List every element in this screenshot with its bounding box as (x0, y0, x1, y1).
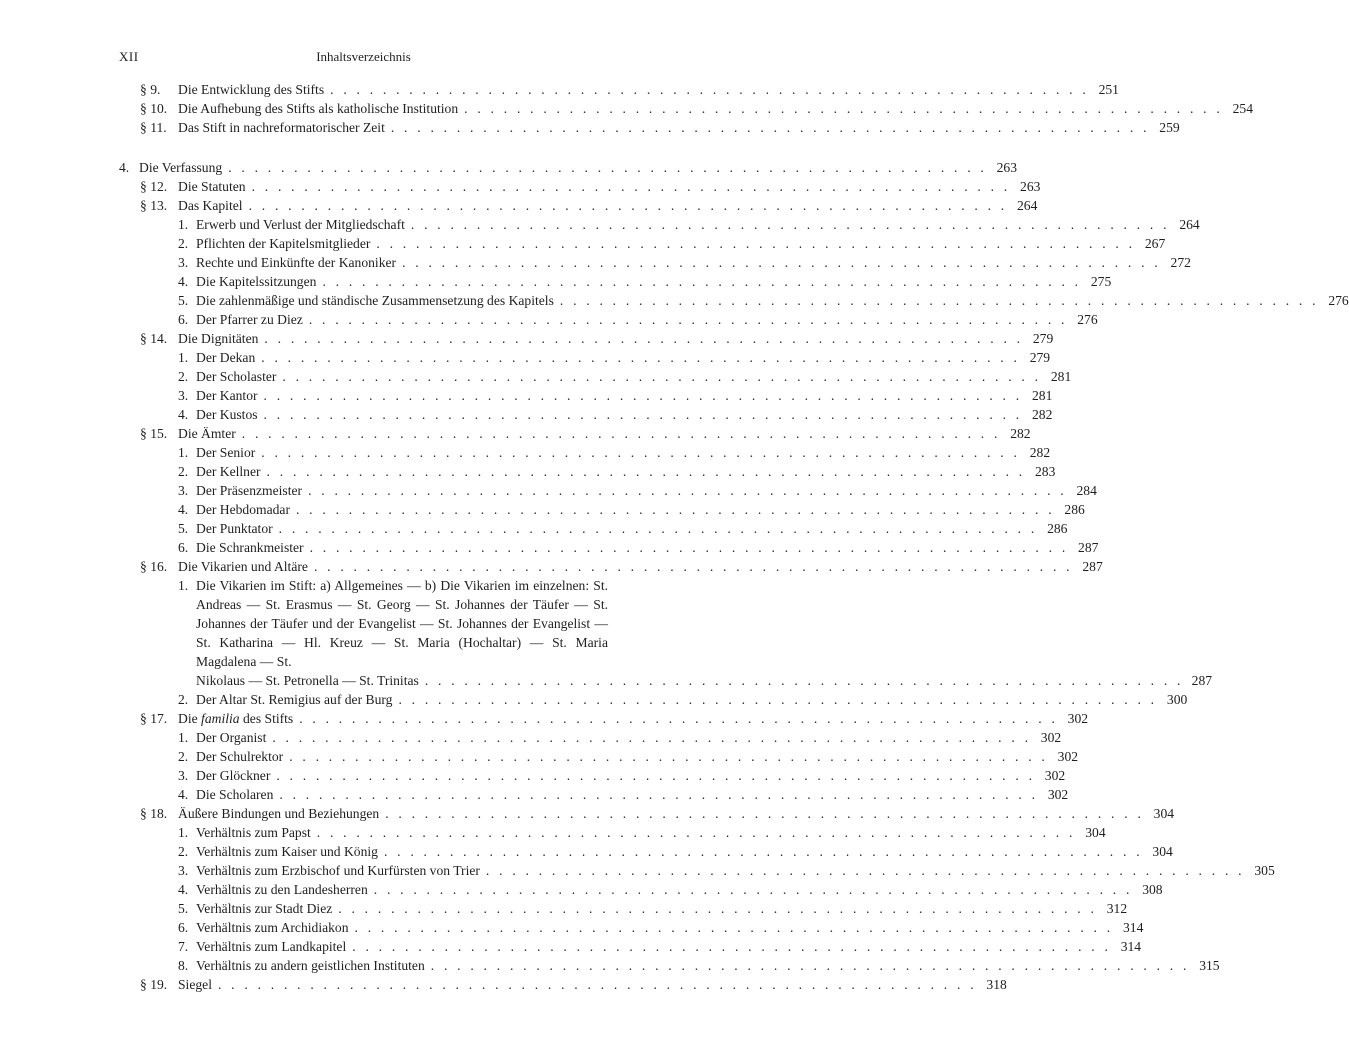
dot-leader: . . . . . . . . . . . . . . . . . . . . . . . . . . . . . . . . . . . . . . . . . . . . . . . . . . . . . . . . . . (352, 939, 1112, 954)
dot-leader: . . . . . . . . . . . . . . . . . . . . . . . . . . . . . . . . . . . . . . . . . . . . . . . . . . . . . . . . . . (424, 673, 1184, 688)
toc-subentry (0, 291, 1349, 310)
dot-leader: . . . . . . . . . . . . . . . . . . . . . . . . . . . . . . . . . . . . . . . . . . . . . . . . . . . . . . . . . . (330, 82, 1089, 97)
entry-number: 2. (178, 236, 189, 251)
entry-page: 264 (1017, 198, 1038, 213)
dot-leader: . . . . . . . . . . . . . . . . . . . . . . . . . . . . . . . . . . . . . . . . . . . . . . . . . . . . . . . . . . (278, 521, 1038, 536)
dot-leader: . . . . . . . . . . . . . . . . . . . . . . . . . . . . . . . . . . . . . . . . . . . . . . . . . . . . . . . . . . (338, 901, 1098, 916)
entry-page: 314 (1122, 920, 1144, 935)
dot-leader: . . . . . . . . . . . . . . . . . . . . . . . . . . . . . . . . . . . . . . . . . . . . . . . . . . . . . . . . . . (322, 274, 1082, 289)
entry-page: 272 (1170, 255, 1191, 270)
entry-title: Das Stift in nachreformatorischer Zeit (178, 118, 391, 137)
toc-subentry (0, 766, 1066, 785)
entry-number: § 10. (140, 101, 168, 116)
entry-number: § 15. (140, 426, 168, 441)
toc-entry (0, 80, 1119, 99)
entry-title: Äußere Bindungen und Beziehungen (178, 804, 385, 823)
entry-number: 7. (178, 939, 189, 954)
toc-subentry (0, 956, 1220, 975)
entry-number: 6. (178, 540, 189, 555)
dot-leader: . . . . . . . . . . . . . . . . . . . . . . . . . . . . . . . . . . . . . . . . . . . . . . . . . . . . . . . . . . (279, 787, 1039, 802)
entry-title: Die Verfassung (139, 158, 228, 177)
dot-leader: . . . . . . . . . . . . . . . . . . . . . . . . . . . . . . . . . . . . . . . . . . . . . . . . . . . . . . . . . . (316, 825, 1076, 840)
toc-subentry (0, 538, 1099, 557)
entry-page: 264 (1179, 217, 1200, 232)
dot-leader: . . . . . . . . . . . . . . . . . . . . . . . . . . . . . . . . . . . . . . . . . . . . . . . . . . . . . . . . . . (261, 445, 1021, 460)
entry-number: § 11. (140, 120, 167, 135)
entry-page: 275 (1090, 274, 1112, 289)
toc-subentry (0, 443, 1051, 462)
entry-page: 259 (1159, 120, 1180, 135)
toc-subentry (0, 823, 1106, 842)
dot-leader: . . . . . . . . . . . . . . . . . . . . . . . . . . . . . . . . . . . . . . . . . . . . . . . . . . . . . . . . . . (295, 502, 1055, 517)
entry-number: 1. (178, 825, 189, 840)
dot-leader: . . . . . . . . . . . . . . . . . . . . . . . . . . . . . . . . . . . . . . . . . . . . . . . . . . . . . . . . . . (264, 331, 1024, 346)
toc-subentry (0, 785, 1069, 804)
toc-subentry (0, 367, 1072, 386)
entry-page: 282 (1031, 407, 1053, 422)
dot-leader: . . . . . . . . . . . . . . . . . . . . . . . . . . . . . . . . . . . . . . . . . . . . . . . . . . . . . . . . . . (276, 768, 1036, 783)
entry-page: 254 (1232, 101, 1253, 116)
entry-title: Der Schulrektor (196, 747, 289, 766)
toc-chapter-entry (0, 158, 1018, 177)
entry-title: Der Altar St. Remigius auf der Burg (196, 690, 398, 709)
toc-subentry (0, 861, 1275, 880)
entry-number: 3. (178, 768, 189, 783)
entry-page: 286 (1064, 502, 1085, 517)
entry-title: Der Glöckner (196, 766, 276, 785)
entry-number: 6. (178, 920, 189, 935)
entry-number: 2. (178, 844, 189, 859)
entry-title: Verhältnis zum Kaiser und König (196, 842, 384, 861)
entry-number: 5. (178, 901, 189, 916)
toc-entry (0, 557, 1103, 576)
entry-page: 314 (1120, 939, 1142, 954)
toc-subentry (0, 215, 1200, 234)
entry-title: Verhältnis zum Archidiakon (196, 918, 355, 937)
entry-number: 4. (178, 407, 189, 422)
entry-page: 287 (1078, 540, 1099, 555)
toc-subentry (0, 405, 1053, 424)
dot-leader: . . . . . . . . . . . . . . . . . . . . . . . . . . . . . . . . . . . . . . . . . . . . . . . . . . . . . . . . . . (354, 920, 1114, 935)
dot-leader: . . . . . . . . . . . . . . . . . . . . . . . . . . . . . . . . . . . . . . . . . . . . . . . . . . . . . . . . . . (373, 882, 1133, 897)
entry-page: 304 (1152, 844, 1173, 859)
entry-number: § 17. (140, 711, 168, 726)
entry-page: 276 (1328, 293, 1349, 308)
entry-page: 284 (1076, 483, 1097, 498)
dot-leader: . . . . . . . . . . . . . . . . . . . . . . . . . . . . . . . . . . . . . . . . . . . . . . . . . . . . . . . . . . (266, 464, 1026, 479)
entry-number: 3. (178, 388, 189, 403)
entry-title: Der Dekan (196, 348, 261, 367)
toc-subentry (0, 386, 1053, 405)
entry-number: 4. (178, 787, 189, 802)
dot-leader: . . . . . . . . . . . . . . . . . . . . . . . . . . . . . . . . . . . . . . . . . . . . . . . . . . . . . . . . . . (272, 730, 1032, 745)
entry-title: Verhältnis zum Landkapitel (196, 937, 352, 956)
entry-title: Verhältnis zum Erzbischof und Kurfürsten von Trier (196, 861, 486, 880)
toc-subentry (0, 348, 1051, 367)
dot-leader: . . . . . . . . . . . . . . . . . . . . . . . . . . . . . . . . . . . . . . . . . . . . . . . . . . . . . . . . . . (430, 958, 1190, 973)
toc-subentry (0, 880, 1163, 899)
entry-number: § 18. (140, 806, 168, 821)
toc-subentry (0, 234, 1166, 253)
entry-title: Die Kapitelssitzungen (196, 272, 322, 291)
entry-title-last-line: Nikolaus — St. Petronella — St. Trinitas (196, 673, 419, 688)
italic-term: familia (201, 711, 240, 726)
entry-number: § 12. (140, 179, 168, 194)
entry-page: 312 (1106, 901, 1128, 916)
entry-title: Die Statuten (178, 177, 252, 196)
toc-entry (0, 99, 1253, 118)
entry-page: 282 (1029, 445, 1051, 460)
dot-leader: . . . . . . . . . . . . . . . . . . . . . . . . . . . . . . . . . . . . . . . . . . . . . . . . . . . . . . . . . . (228, 160, 988, 175)
dot-leader: . . . . . . . . . . . . . . . . . . . . . . . . . . . . . . . . . . . . . . . . . . . . . . . . . . . . . . . . . . (402, 255, 1161, 270)
entry-title: Die zahlenmäßige und ständische Zusammensetzung des Kapitels (196, 291, 560, 310)
entry-page: 287 (1082, 559, 1103, 574)
table-of-contents (0, 80, 1349, 994)
entry-title: Die familia des Stifts (178, 709, 299, 728)
entry-number: 4. (178, 882, 189, 897)
entry-title: Der Kantor (196, 386, 264, 405)
toc-entry (0, 329, 1054, 348)
toc-entry (0, 804, 1175, 823)
dot-leader: . . . . . . . . . . . . . . . . . . . . . . . . . . . . . . . . . . . . . . . . . . . . . . . . . . . . . . . . . . (464, 101, 1223, 116)
toc-entry (0, 709, 1089, 728)
entry-title: Verhältnis zu andern geistlichen Instituten (196, 956, 431, 975)
dot-leader: . . . . . . . . . . . . . . . . . . . . . . . . . . . . . . . . . . . . . . . . . . . . . . . . . . . . . . . . . . (376, 236, 1136, 251)
entry-page: 318 (986, 977, 1007, 992)
dot-leader: . . . . . . . . . . . . . . . . . . . . . . . . . . . . . . . . . . . . . . . . . . . . . . . . . . . . . . . . . . (308, 312, 1068, 327)
entry-number: § 19. (140, 977, 168, 992)
dot-leader: . . . . . . . . . . . . . . . . . . . . . . . . . . . . . . . . . . . . . . . . . . . . . . . . . . . . . . . . . . (385, 806, 1145, 821)
entry-title: Der Organist (196, 728, 272, 747)
entry-page: 302 (1067, 711, 1089, 726)
entry-page: 251 (1098, 82, 1119, 97)
entry-page: 263 (1020, 179, 1041, 194)
entry-page: 304 (1085, 825, 1106, 840)
dot-leader: . . . . . . . . . . . . . . . . . . . . . . . . . . . . . . . . . . . . . . . . . . . . . . . . . . . . . . . . . . (251, 179, 1011, 194)
toc-subentry (0, 690, 1188, 709)
dot-leader: . . . . . . . . . . . . . . . . . . . . . . . . . . . . . . . . . . . . . . . . . . . . . . . . . . . . . . . . . . (263, 388, 1023, 403)
toc-subentry (0, 747, 1079, 766)
entry-number: 5. (178, 293, 189, 308)
entry-page: 263 (996, 160, 1018, 175)
entry-number: 8. (178, 958, 189, 973)
dot-leader: . . . . . . . . . . . . . . . . . . . . . . . . . . . . . . . . . . . . . . . . . . . . . . . . . . . . . . . . . . (383, 844, 1143, 859)
entry-page: 279 (1032, 331, 1054, 346)
entry-title: Verhältnis zu den Landesherren (196, 880, 374, 899)
entry-title: Der Pfarrer zu Diez (196, 310, 309, 329)
entry-page: 302 (1040, 730, 1062, 745)
entry-number: § 13. (140, 198, 168, 213)
dot-leader: . . . . . . . . . . . . . . . . . . . . . . . . . . . . . . . . . . . . . . . . . . . . . . . . . . . . . . . . . . (248, 198, 1008, 213)
toc-subentry (0, 937, 1142, 956)
entry-page: 302 (1057, 749, 1079, 764)
toc-subentry-multiline (0, 576, 1213, 690)
entry-page: 304 (1153, 806, 1175, 821)
entry-page: 276 (1077, 312, 1098, 327)
entry-page: 315 (1199, 958, 1220, 973)
entry-page: 286 (1047, 521, 1068, 536)
entry-number: 1. (178, 217, 189, 232)
dot-leader: . . . . . . . . . . . . . . . . . . . . . . . . . . . . . . . . . . . . . . . . . . . . . . . . . . . . . . . . . . (282, 369, 1042, 384)
dot-leader: . . . . . . . . . . . . . . . . . . . . . . . . . . . . . . . . . . . . . . . . . . . . . . . . . . . . . . . . . . (289, 749, 1049, 764)
dot-leader: . . . . . . . . . . . . . . . . . . . . . . . . . . . . . . . . . . . . . . . . . . . . . . . . . . . . . . . . . . (217, 977, 977, 992)
entry-title: Die Entwicklung des Stifts (178, 80, 330, 99)
entry-page: 283 (1034, 464, 1056, 479)
page-number: XII (119, 49, 139, 64)
dot-leader: . . . . . . . . . . . . . . . . . . . . . . . . . . . . . . . . . . . . . . . . . . . . . . . . . . . . . . . . . . (263, 407, 1023, 422)
entry-number: 1. (178, 445, 189, 460)
entry-title: Verhältnis zum Papst (196, 823, 317, 842)
toc-subentry (0, 728, 1062, 747)
toc-subentry (0, 481, 1097, 500)
toc-subentry (0, 253, 1191, 272)
dot-leader: . . . . . . . . . . . . . . . . . . . . . . . . . . . . . . . . . . . . . . . . . . . . . . . . . . . . . . . . . . (241, 426, 1001, 441)
toc-subentry (0, 842, 1173, 861)
dot-leader: . . . . . . . . . . . . . . . . . . . . . . . . . . . . . . . . . . . . . . . . . . . . . . . . . . . . . . . . . . (410, 217, 1170, 232)
entry-number: 2. (178, 464, 189, 479)
toc-subentry (0, 918, 1144, 937)
entry-title: Der Präsenzmeister (196, 481, 308, 500)
entry-number: 1. (178, 730, 189, 745)
entry-page: 302 (1047, 787, 1069, 802)
dot-leader: . . . . . . . . . . . . . . . . . . . . . . . . . . . . . . . . . . . . . . . . . . . . . . . . . . . . . . . . . . (398, 692, 1158, 707)
dot-leader: . . . . . . . . . . . . . . . . . . . . . . . . . . . . . . . . . . . . . . . . . . . . . . . . . . . . . . . . . . (261, 350, 1021, 365)
entry-number: 1. (178, 350, 189, 365)
entry-title: Pflichten der Kapitelsmitglieder (196, 234, 376, 253)
entry-title: Das Kapitel (178, 196, 249, 215)
entry-title: Verhältnis zur Stadt Diez (196, 899, 338, 918)
dot-leader: . . . . . . . . . . . . . . . . . . . . . . . . . . . . . . . . . . . . . . . . . . . . . . . . . . . . . . . . . . (313, 559, 1073, 574)
entry-number: § 9. (140, 82, 161, 97)
toc-entry (0, 975, 1007, 994)
dot-leader: . . . . . . . . . . . . . . . . . . . . . . . . . . . . . . . . . . . . . . . . . . . . . . . . . . . . . . . . . . (299, 711, 1059, 726)
entry-title: Siegel (178, 975, 218, 994)
entry-title: Der Kustos (196, 405, 264, 424)
entry-title: Der Scholaster (196, 367, 282, 386)
page-title: Inhaltsverzeichnis (316, 49, 411, 64)
entry-number: 2. (178, 369, 189, 384)
entry-title: Die Vikarien im Stift: a) Allgemeines — b) Die Vikarien im einzelnen: St. Andreas — St. Erasmus — St. Georg — St. Johannes der Täufer — St. Johannes der Täufer und der Evangelist — St. Johannes der Evangelist — St. Katharina — Hl. Kreuz — St. Maria (Hochaltar) — St. Maria Magdalena — St. (196, 578, 608, 669)
toc-subentry (0, 462, 1056, 481)
entry-page: 279 (1029, 350, 1051, 365)
entry-page: 287 (1191, 673, 1213, 688)
entry-page: 282 (1010, 426, 1031, 441)
entry-page: 308 (1142, 882, 1163, 897)
entry-page: 281 (1050, 369, 1072, 384)
entry-page: 305 (1254, 863, 1275, 878)
entry-title: Der Senior (196, 443, 261, 462)
toc-entry (0, 196, 1038, 215)
dot-leader: . . . . . . . . . . . . . . . . . . . . . . . . . . . . . . . . . . . . . . . . . . . . . . . . . . . . . . . . . . (390, 120, 1150, 135)
toc-subentry (0, 310, 1098, 329)
entry-number: 2. (178, 749, 189, 764)
entry-title: Die Vikarien und Altäre (178, 557, 314, 576)
entry-title: Der Hebdomadar (196, 500, 296, 519)
entry-number: 3. (178, 483, 189, 498)
entry-number: 1. (178, 578, 189, 593)
entry-title: Der Kellner (196, 462, 267, 481)
dot-leader: . . . . . . . . . . . . . . . . . . . . . . . . . . . . . . . . . . . . . . . . . . . . . . . . . . . . . . . . . . (309, 540, 1069, 555)
toc-entry (0, 118, 1180, 137)
toc-entry (0, 177, 1041, 196)
entry-number: 3. (178, 863, 189, 878)
entry-title: Die Scholaren (196, 785, 279, 804)
entry-number: 4. (119, 160, 130, 175)
entry-page: 281 (1031, 388, 1053, 403)
entry-title: Der Punktator (196, 519, 279, 538)
entry-number: 4. (178, 502, 189, 517)
entry-title: Die Aufhebung des Stifts als katholische Institution (178, 99, 464, 118)
entry-number: 3. (178, 255, 189, 270)
toc-subentry (0, 500, 1085, 519)
toc-entry (0, 424, 1031, 443)
entry-page: 300 (1166, 692, 1188, 707)
entry-title: Die Ämter (178, 424, 242, 443)
entry-number: 2. (178, 692, 189, 707)
toc-subentry (0, 519, 1068, 538)
dot-leader: . . . . . . . . . . . . . . . . . . . . . . . . . . . . . . . . . . . . . . . . . . . . . . . . . . . . . . . . . . (559, 293, 1319, 308)
entry-title: Die Schrankmeister (196, 538, 310, 557)
dot-leader: . . . . . . . . . . . . . . . . . . . . . . . . . . . . . . . . . . . . . . . . . . . . . . . . . . . . . . . . . . (308, 483, 1067, 498)
toc-subentry (0, 899, 1128, 918)
entry-title: Die Dignitäten (178, 329, 264, 348)
entry-number: 5. (178, 521, 189, 536)
entry-title: Erwerb und Verlust der Mitgliedschaft (196, 215, 411, 234)
toc-subentry (0, 272, 1112, 291)
entry-page: 302 (1044, 768, 1066, 783)
running-header (119, 49, 608, 67)
entry-title: Rechte und Einkünfte der Kanoniker (196, 253, 402, 272)
entry-number: § 14. (140, 331, 168, 346)
entry-number: 6. (178, 312, 189, 327)
entry-page: 267 (1144, 236, 1166, 251)
entry-number: 4. (178, 274, 189, 289)
entry-number: § 16. (140, 559, 168, 574)
dot-leader: . . . . . . . . . . . . . . . . . . . . . . . . . . . . . . . . . . . . . . . . . . . . . . . . . . . . . . . . . . (485, 863, 1245, 878)
